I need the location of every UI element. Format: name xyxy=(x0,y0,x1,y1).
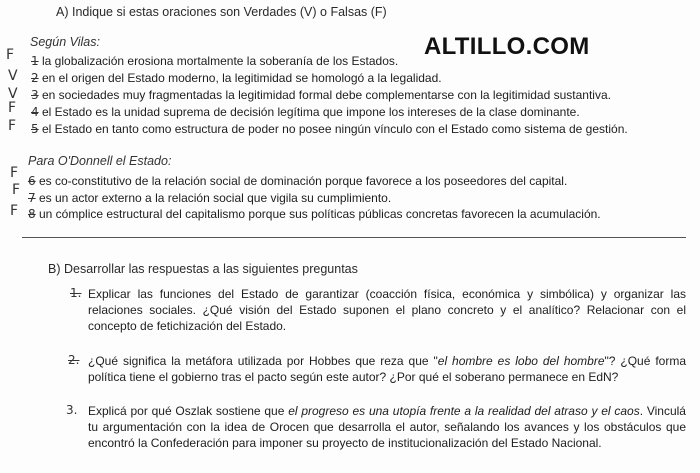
question-text-after: "? ¿Qué forma política tiene el gobierno tras el pacto según este autor? ¿Por qué el soberano permanece en EdN? xyxy=(88,354,686,384)
watermark-logo: ALTILLO.COM xyxy=(424,33,590,60)
answer-mark: V xyxy=(8,68,18,84)
item-text: el Estado es la unidad suprema de decisión legítima que impone los intereses de la clase dominante. xyxy=(42,105,580,119)
group1-heading: Según Vilas: xyxy=(30,35,100,49)
item-number: 6 xyxy=(28,174,36,188)
answer-mark: F xyxy=(10,203,19,219)
item-number: 4 xyxy=(31,105,39,119)
answer-mark: F xyxy=(10,165,19,181)
item-text: es co-constitutivo de la relación social de dominación porque favorece a los poseedores del capital. xyxy=(39,174,568,188)
answer-mark: F xyxy=(6,47,15,63)
item-number: 1 xyxy=(31,54,39,68)
section-b-title: B) Desarrollar las respuestas a las siguientes preguntas xyxy=(48,262,358,276)
item-number: 7 xyxy=(28,191,36,205)
answer-mark: F xyxy=(8,100,17,116)
question-number: 2. xyxy=(68,353,80,367)
question-text-before: ¿Qué significa la metáfora utilizada por Hobbes que reza que " xyxy=(88,354,438,368)
section-divider xyxy=(22,237,686,238)
item-number: 5 xyxy=(31,122,39,136)
question-text-after: . Vinculá tu argumentación con la idea de Orocen que desarrolla el autor, señalando los avances y los obstáculos que encontró la Confederación para imponer su proyecto de institucionalización del Estado Nacional. xyxy=(88,404,686,450)
group2-heading: Para O'Donnell el Estado: xyxy=(28,154,172,168)
question-text xyxy=(88,403,686,451)
answer-mark: F xyxy=(8,118,17,134)
item-text: la globalización erosiona mortalmente la soberanía de los Estados. xyxy=(42,54,399,68)
item-text: un cómplice estructural del capitalismo porque sus políticas públicas concretas favorecen la acumulación. xyxy=(39,207,601,221)
item-text: el Estado en tanto como estructura de poder no posee ningún vínculo con el Estado como sistema de gestión. xyxy=(42,122,628,136)
question-number: 1. xyxy=(70,286,82,300)
item-text: en sociedades muy fragmentadas la legitimidad formal debe complementarse con la legitimidad sustantiva. xyxy=(42,88,611,102)
question-text xyxy=(88,353,686,385)
item-text: es un actor externo a la relación social que vigila su cumplimiento. xyxy=(39,191,392,205)
item-number: 3 xyxy=(31,88,39,102)
question-quote: el hombre es lobo del hombre xyxy=(437,354,605,368)
question-text-before: Explicá por qué Oszlak sostiene que xyxy=(88,404,289,418)
item-number: 2 xyxy=(31,71,39,85)
question-text: Explicar las funciones del Estado de garantizar (coacción física, económica y simbólica) y organizar las relaciones sociales. ¿Qué visión del Estado suponen el plano concreto y el analítico? Relacionar con el concepto de fetichización del Estado. xyxy=(88,287,686,333)
question-number: 3. xyxy=(66,403,78,417)
section-a-title: A) Indique si estas oraciones son Verdades (V) o Falsas (F) xyxy=(56,5,387,19)
answer-mark: F xyxy=(12,182,21,198)
answer-mark: V xyxy=(8,86,18,102)
item-number: 8 xyxy=(28,207,36,221)
question-quote: el progreso es una utopía frente a la realidad del atraso y el caos xyxy=(288,404,640,418)
item-text: en el origen del Estado moderno, la legitimidad se homologó a la legalidad. xyxy=(42,71,442,85)
